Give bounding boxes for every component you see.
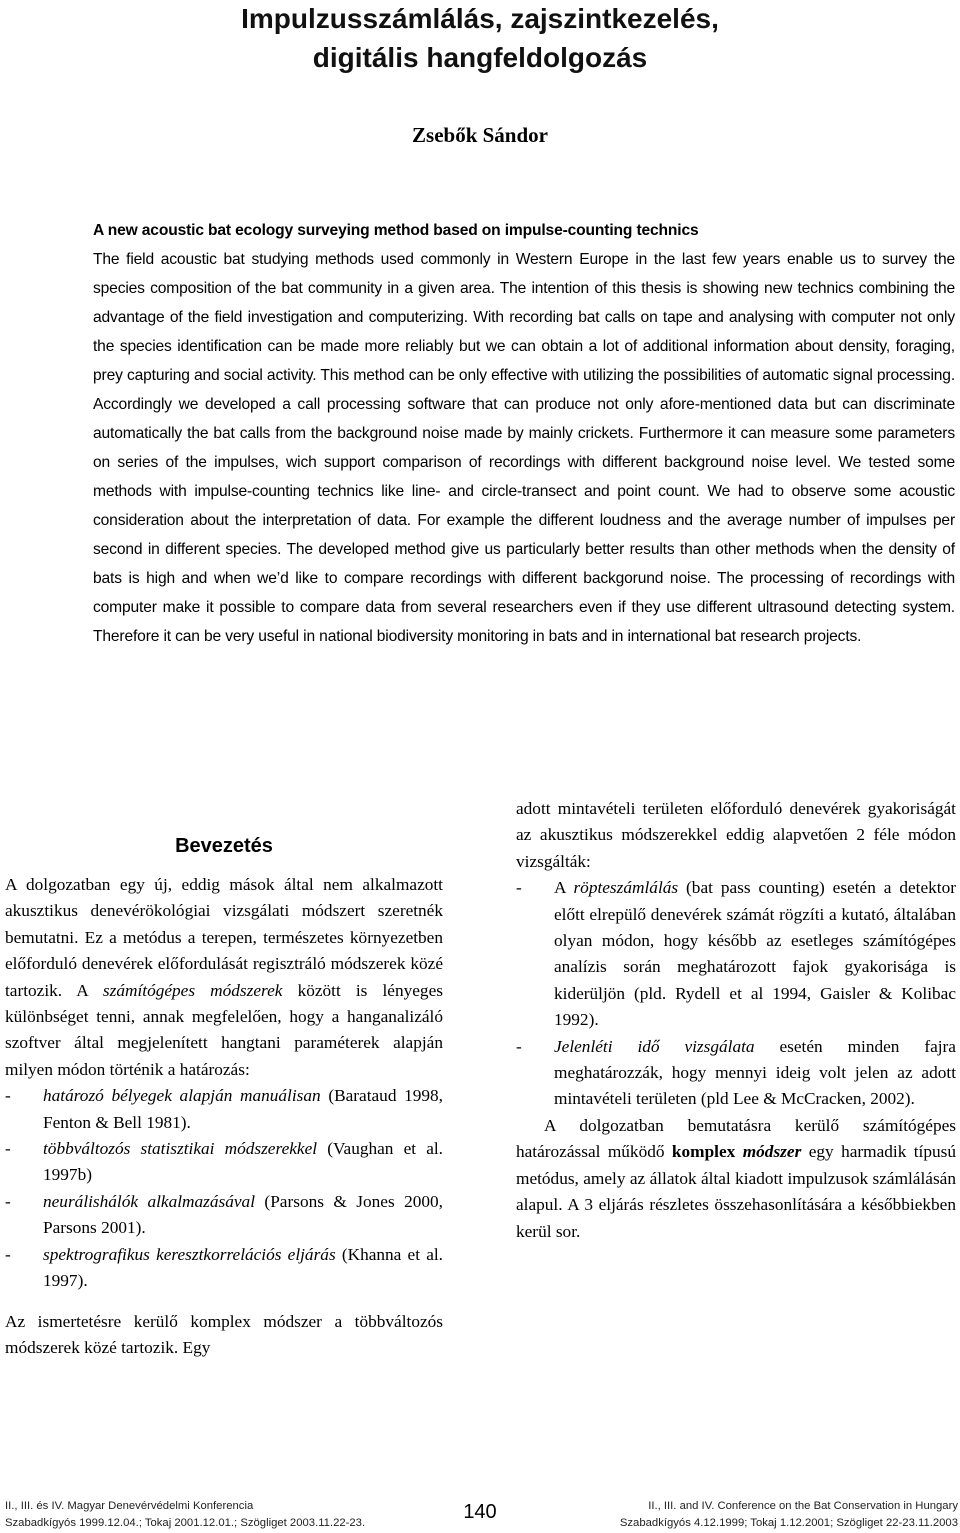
abstract-heading: A new acoustic bat ecology surveying method based on impulse-counting technics [93, 222, 699, 239]
counting-method-list [516, 875, 956, 1113]
footer-right-line-1: II., III. and IV. Conference on the Bat Conservation in Hungary [648, 1500, 958, 1512]
left-column [5, 832, 443, 1361]
page-number: 140 [463, 1501, 497, 1523]
method-list [5, 1083, 443, 1294]
closing-paragraph: Az ismertetésre kerülő komplex módszer a többváltozós módszerek közé tartozik. Egy [5, 1311, 443, 1357]
final-bold-italic: módszer [742, 1142, 802, 1162]
method-name: többváltozós statisztikai módszerekkel [43, 1139, 318, 1159]
method-reference: (Parsons & Jones 2000, Parsons 2001). [43, 1191, 443, 1238]
abstract [93, 216, 955, 651]
item-prefix: A [554, 878, 574, 898]
paper-title-line-2: digitális hangfeldolgozás [312, 42, 648, 73]
footer-left [5, 1498, 405, 1532]
method-list-item [5, 1242, 443, 1295]
footer-right [593, 1498, 958, 1532]
counting-method-name: röpteszámlálás [573, 878, 679, 898]
final-text-2: egy harmadik típusú metódus, amely az állatok által kiadott impulzusok számlálásán alapul. A 3 eljárás részletes összehasonlítására a későbbiekben kerül sor. [516, 1142, 956, 1241]
final-text-1: A dolgozatban bemutatásra kerülő számítógépes határozással működő [516, 1115, 956, 1162]
method-name: neurálishálók alkalmazásával [43, 1191, 255, 1211]
paper-title-line-1: Impulzusszámlálás, zajszintkezelés, [241, 3, 719, 34]
counting-method-description: (bat pass counting) esetén a detektor előtt elrepülő denevérek számát rögzíti a kutató, általában olyan módon, hogy később az esetleges számítógépes analízis során meghatározott fajok gyakorisága is kiderüljön (pld. Rydell et al 1994, Gaisler & Kolibac 1992). [554, 878, 956, 1030]
counting-method-item [516, 875, 956, 1033]
footer-right-line-2: Szabadkígyós 4.12.1999; Tokaj 1.12.2001; Szögliget 22-23.11.2003 [619, 1517, 958, 1529]
right-intro-paragraph: adott mintavételi területen előforduló denevérek gyakoriságát az akusztikus módszerekkel eddig alapvetően 2 féle módon vizsgálták: [516, 799, 956, 871]
abstract-body: The field acoustic bat studying methods used commonly in Western Europe in the last few years enable us to survey the species composition of the bat community in a given area. The intention of this thesis is showing new technics combining the advantage of the field investigation and computerizing. With recording bat calls on tape and analysing with computer not only the species identification can be made more reliably but we can obtain a lot of additional information about density, foraging, prey capturing and social activity. This method can be only effective with utilizing the possibilities of automatic signal processing. Accordingly we developed a call processing software that can produce not only afore-mentioned data but can discriminate automatically the bat calls from the background noise made by mainly crickets. Furthermore it can measure some parameters on series of the impulses, wich support comparison of recordings with different background noise level. We tested some methods with impulse-counting technics like line- and circle-transect and point count. We had to observe some acoustic consideration about the interpretation of data. For example the different loudness and the average number of impulses per second in different species. The developed method give us particularly better results than other methods when the density of bats is high and when we’d like to compare recordings with different backgorund noise. The processing of recordings with computer make it possible to compare data from several researchers even if they use different ultrasound detecting system. Therefore it can be very useful in national biodiversity monitoring in bats and in international bat research projects. [93, 251, 955, 645]
method-name: határozó bélyegek alapján manuálisan [43, 1086, 321, 1106]
final-paragraph [516, 1113, 956, 1245]
footer-left-line-1: II., III. és IV. Magyar Denevérvédelmi Konferencia [5, 1500, 254, 1512]
method-list-item [5, 1189, 443, 1242]
method-list-item [5, 1136, 443, 1189]
counting-method-item [516, 1034, 956, 1113]
footer-left-line-2: Szabadkígyós 1999.12.04.; Tokaj 2001.12.01.; Szögliget 2003.11.22-23. [5, 1517, 366, 1529]
method-reference: (Khanna et al. 1997). [43, 1244, 443, 1291]
section-heading-bevezetes: Bevezetés [175, 835, 273, 857]
method-list-item [5, 1083, 443, 1136]
counting-method-name: Jelenléti idő vizsgálata [554, 1036, 755, 1056]
right-column [516, 796, 956, 1245]
intro-emphasis: számítógépes módszerek [102, 980, 283, 1000]
author-name: Zsebők Sándor [412, 123, 548, 147]
final-bold: komplex [671, 1142, 736, 1162]
intro-text-2: között is lényeges különbséget tenni, annak megfelelően, hogy a hanganalizáló szoftver által megjelenített hangtani paraméterek alapján milyen módon történik a határozás: [5, 980, 443, 1079]
method-reference: (Barataud 1998, Fenton & Bell 1981). [43, 1086, 443, 1132]
method-reference: (Vaughan et al. 1997b) [43, 1139, 443, 1185]
intro-paragraph [5, 872, 443, 1083]
intro-text-1: A dolgozatban egy új, eddig mások által nem alkalmazott akusztikus denevérökológiai vizsgálati módszert szeretnék bemutatni. Ez a metódus a terepen, természetes környezetben előforduló denevérek előfordulását regisztráló módszerek közé tartozik. A [5, 875, 443, 1000]
method-name: spektrografikus keresztkorrelációs eljárás [43, 1244, 336, 1264]
counting-method-description: esetén minden fajra meghatározzák, hogy mennyi ideig volt jelen az adott mintavételi területen (pld Lee & McCracken, 2002). [554, 1036, 956, 1109]
